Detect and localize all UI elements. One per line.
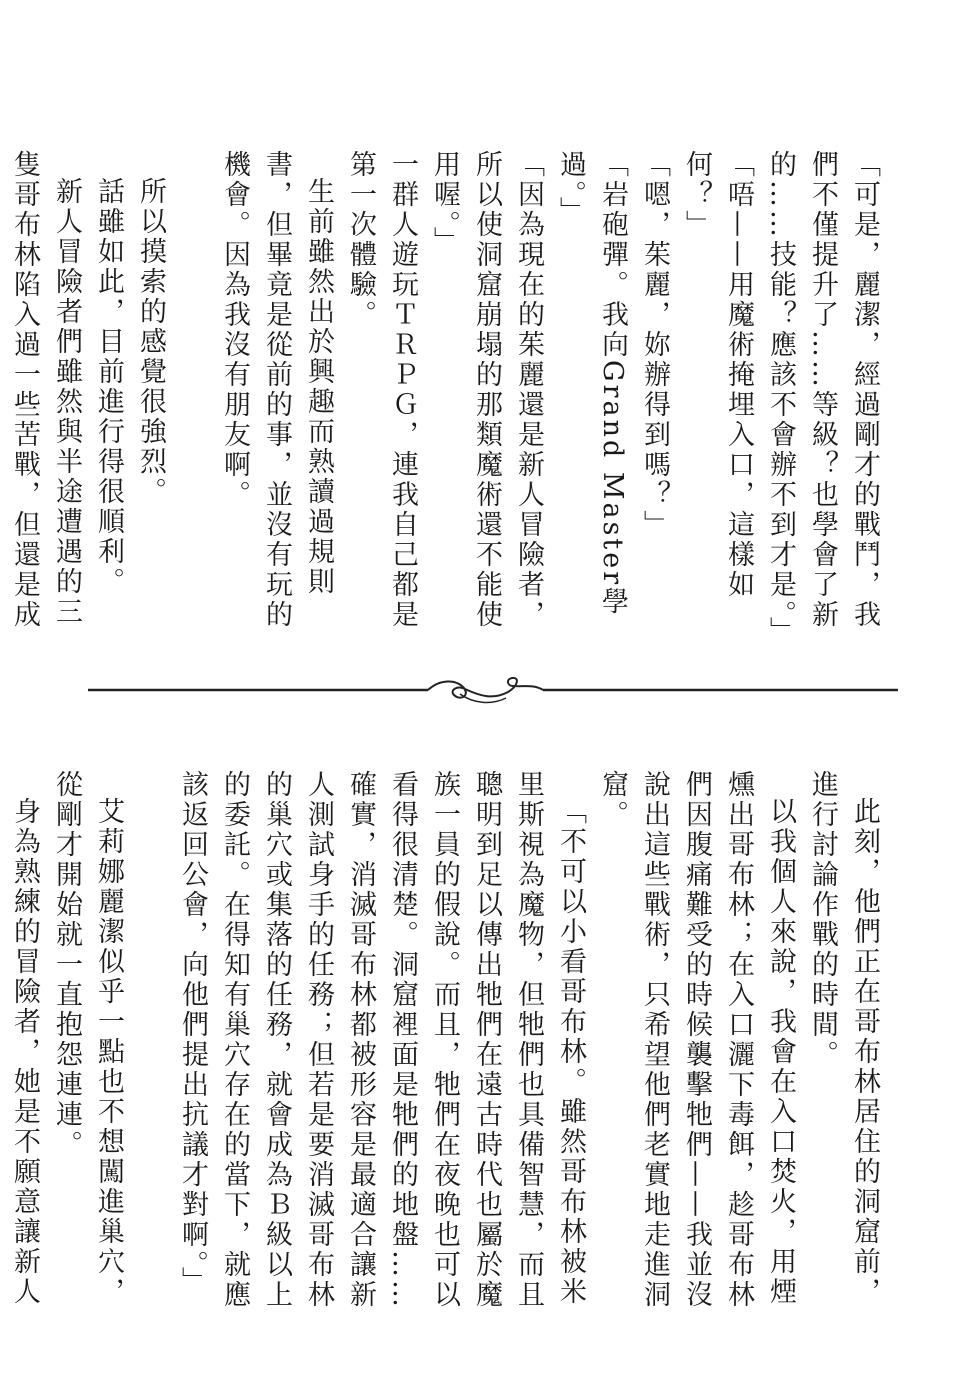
paragraph: 新人冒險者們雖然與半途遭遇的三隻哥布林陷入過一些苦戰，但還是成 — [9, 150, 82, 630]
paragraph: 此刻，他們正在哥布林居住的洞窟前，進行討論作戰的時間。 — [807, 770, 880, 1307]
paragraph: 「不可以小看哥布林。雖然哥布林被米里斯視為魔物，但牠們也具備智慧，而且聰明到足以傳出牠們在遠古時代也屬於魔族一員的假說。而且，牠們在夜晚也可以看得很清楚。洞窟裡面是牠們的地盤……確實，消滅哥布林都被形容是最適合讓新人測試身手的任務；但若是要消滅哥布林的巢穴或集落的任務，就會成為Ｂ級以上的委託。在得知有巢穴存在的當下，就應該返回公會，向他們提出抗議才對啊。」 — [177, 770, 586, 1310]
paragraph: 「唔——用魔術掩埋入口，這樣如何？」 — [681, 150, 754, 600]
paragraph: 「岩砲彈。我向Grand Master學過。」 — [555, 150, 628, 618]
paragraph: 話雖如此，目前進行得很順利。 — [93, 177, 124, 597]
paragraph: 「嗯，茱麗，妳辦得到嗎？」 — [639, 150, 670, 540]
paragraph: 身為熟練的冒險者，她是不願意讓新人 — [9, 797, 40, 1307]
paragraph: 生前雖然出於興趣而熟讀過規則書，但畢竟是從前的事，並沒有玩的機會。因為我沒有朋友啊。 — [219, 150, 334, 630]
top-text-section — [9, 150, 885, 650]
flourish-ornament-icon — [88, 670, 898, 710]
paragraph: 一群人遊玩ＴＲＰＧ，連我自己都是第一次體驗。 — [345, 150, 418, 630]
bottom-text-section — [9, 770, 885, 1330]
paragraph: 「可是，麗潔，經過剛才的戰鬥，我們不僅提升了……等級？也學會了新的……技能？應該不會辦不到才是。」 — [765, 150, 880, 647]
paragraph: 以我個人來說，我會在入口焚火，用煙燻出哥布林；在入口灑下毒餌，趁哥布林們因腹痛難受的時候襲擊牠們——我並沒說出這些戰術，只希望他們老實地走進洞窟。 — [597, 770, 796, 1310]
paragraph: 艾莉娜麗潔似乎一點也不想闖進巢穴，從剛才開始就一直抱怨連連。 — [51, 770, 124, 1307]
paragraph: 所以摸索的感覺很強烈。 — [135, 177, 166, 507]
ornamental-divider — [88, 670, 898, 710]
paragraph: 「因為現在的茱麗還是新人冒險者，所以使洞窟崩塌的那類魔術還不能使用喔。」 — [429, 150, 544, 630]
